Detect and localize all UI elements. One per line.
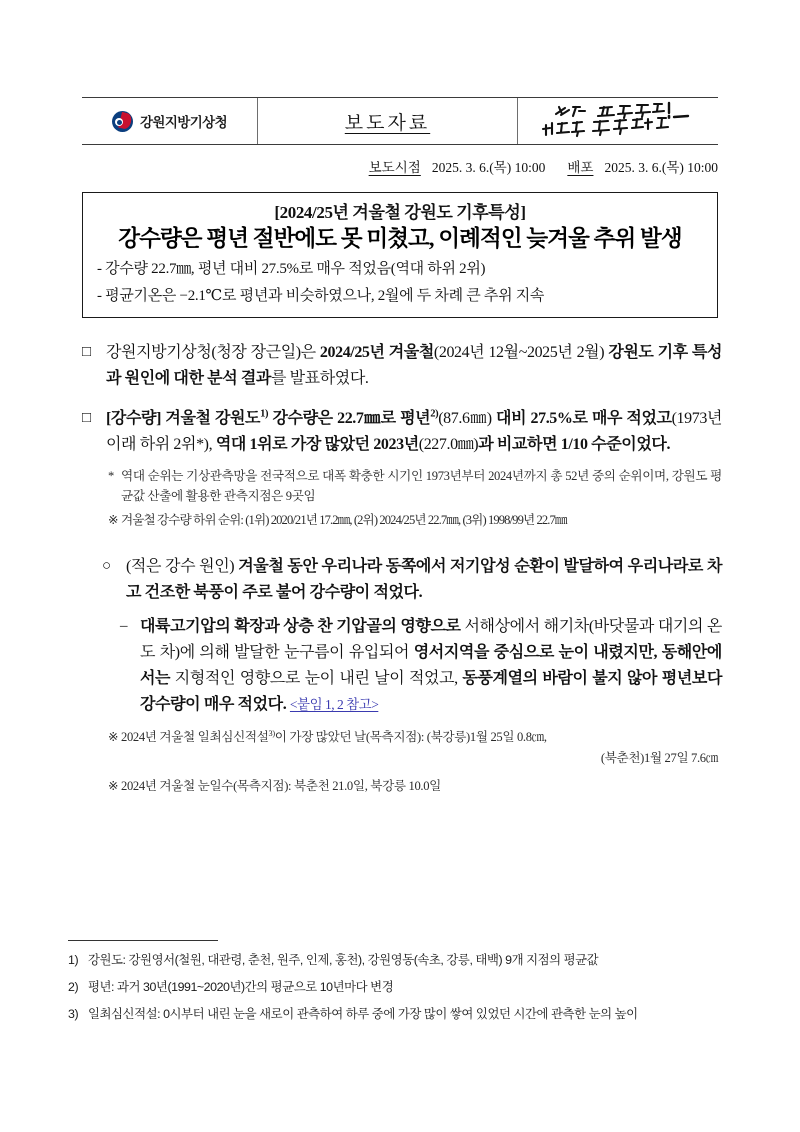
headline-bullet-temperature: - 평균기온은 −2.1℃로 평년과 비슷하였으나, 2월에 두 차례 큰 추위 지속	[97, 287, 545, 304]
footnote-text: 일최심신적설: 0시부터 내린 눈을 새로이 관측하여 하루 중에 가장 많이 쌓여 있었던 시간에 관측한 눈의 높이	[88, 1007, 638, 1022]
masthead	[82, 97, 718, 145]
p3-seg2: 겨울철 동안 우리나라 동쪽에서 저기압성 순환이 발달하여 우리나라로 차고 건조한 북풍이 주로 불어 강수량이 적었다.	[126, 558, 722, 601]
attachment-reference-link[interactable]: <붙임 1, 2 참고>	[289, 696, 379, 712]
footnote-divider	[68, 940, 218, 941]
note-lowest-ranks-text: 겨울철 강수량 하위 순위: (1위) 2020/21년 17.2㎜, (2위) 2024/25년 22.7㎜, (3위) 1998/99년 22.7㎜	[121, 512, 567, 527]
footnote-text: 강원도: 강원영서(철원, 대관령, 춘천, 원주, 인제, 홍천), 강원영동(속초, 강릉, 태백) 9개 지점의 평균값	[88, 953, 599, 967]
p1-seg4: 강원도 기후 특성과 원인에 대한 분석 결과	[106, 344, 722, 387]
paragraph-cause	[102, 554, 722, 606]
headline-main: 강수량은 평년 절반에도 못 미쳤고, 이례적인 늦겨울 추위 발생	[118, 226, 682, 252]
p2-seg8: 과 비교하면 1/10 수준이었다.	[478, 435, 671, 453]
note-max-snow-depth-line2: (북춘천)1월 27일 7.6㎝	[600, 750, 718, 765]
dash-bullet-icon: –	[120, 617, 128, 634]
p2-seg1: [강수량] 겨울철 강원도	[106, 409, 261, 427]
footnote-item	[68, 977, 736, 997]
p2-seg7: (227.0㎜)	[418, 435, 479, 453]
headline-bullet-precipitation: - 강수량 22.7㎜, 평년 대비 27.5%로 매우 적었음(역대 하위 2위)	[97, 260, 486, 277]
p4-seg3: 영서지역을 중심으로 눈이 내렸지만, 동해안에서는	[140, 643, 722, 687]
distribute-label: 배포	[567, 160, 594, 175]
footnote-text: 평년: 과거 30년(1991~2020년)간의 평균으로 10년마다 변경	[88, 980, 394, 995]
p4-seg1: 대륙고기압의 확장과 상층 찬 기압골의 영향으로	[140, 617, 465, 635]
paragraph-cause-text	[126, 554, 722, 606]
note-snow-days-text: 2024년 겨울철 눈일수(목측지점): 북춘천 21.0일, 북강릉 10.0일	[121, 778, 441, 793]
paragraph-snow-detail	[120, 614, 722, 718]
footnote-ref-3: 3)	[268, 729, 275, 739]
note-lowest-ranks	[108, 510, 722, 530]
release-time-value: 2025. 3. 6.(목) 10:00	[431, 160, 546, 175]
p2-seg4: 대비 27.5%로 매우 적었고	[496, 409, 672, 427]
p2-seg6: 역대 1위로 가장 많았던 2023년	[215, 435, 419, 453]
masthead-doctype-cell	[258, 98, 518, 144]
paragraph-precipitation-text	[106, 406, 722, 458]
reference-mark-icon: ※	[108, 730, 119, 745]
paragraph-announcement-text	[106, 340, 722, 392]
footnote-item	[68, 950, 736, 970]
note-historical-rank-text: 역대 순위는 기상관측망을 전국적으로 대폭 확충한 시기인 1973년부터 2024년까지 총 52년 중의 순위이며, 강원도 평균값 산출에 활용한 관측지점은 9곳임	[121, 468, 722, 503]
p4-seg5: 동풍계열의 바람이 불지 않아 평년보다 강수량이 매우 적었다.	[140, 669, 723, 713]
p2-seg5: (1973년 이래 하위 2위*),	[106, 409, 722, 453]
reference-mark-icon: ※	[108, 778, 119, 793]
release-time-label: 보도시점	[368, 160, 421, 175]
p3-seg1: (적은 강수 원인)	[126, 558, 239, 576]
square-bullet-icon: □	[82, 409, 91, 426]
circle-bullet-icon: ○	[102, 558, 111, 575]
note-max-snow-depth	[108, 727, 722, 767]
dateline	[82, 156, 718, 176]
masthead-agency-cell	[82, 98, 258, 144]
paragraph-precipitation	[82, 406, 722, 458]
asterisk-marker: *	[108, 468, 114, 483]
p4-seg4: 지형적인 영향으로 눈이 내린 날이 적었고,	[174, 669, 463, 687]
note3-seg2: 이 가장 많았던 날(목측지점): (북강릉)1월 25일 0.8㎝,	[274, 730, 547, 745]
paragraph-announcement	[82, 340, 722, 392]
footnote-number: 3)	[68, 1007, 79, 1022]
headline-kicker: [2024/25년 겨울철 강원도 기후특성]	[274, 203, 526, 222]
footnote-number: 2)	[68, 980, 79, 995]
p4-seg2: 서해상에서 해기차(바닷물과 대기의 온도 차)에 의해 발달한 눈구름이 유입되어	[140, 617, 722, 661]
p2-seg3: (87.6㎜)	[438, 409, 497, 427]
masthead-slogan-cell	[518, 98, 718, 144]
note-snow-days	[108, 776, 722, 796]
taegeuk-logo-icon	[112, 111, 133, 132]
government-slogan-calligraphy	[538, 101, 698, 141]
footnote-ref-2: 2)	[430, 408, 439, 420]
footnote-ref-1: 1)	[260, 408, 269, 420]
distribute-value: 2025. 3. 6.(목) 10:00	[604, 160, 718, 175]
body-content	[82, 340, 722, 796]
p1-seg1: 강원지방기상청(청장 장근일)은	[106, 344, 320, 361]
document-type-label: 보도자료	[344, 112, 431, 134]
note3-seg1: 2024년 겨울철 일최심신적설	[121, 730, 269, 745]
p1-seg3: (2024년 12월~2025년 2월)	[433, 344, 609, 361]
note-historical-rank	[108, 466, 722, 506]
headline-box	[82, 192, 718, 318]
square-bullet-icon: □	[82, 344, 91, 360]
p1-seg2: 2024/25년 겨울철	[319, 344, 434, 361]
note-max-snow-depth-text	[121, 727, 722, 747]
footnote-item	[68, 1004, 736, 1024]
paragraph-snow-detail-text	[140, 614, 722, 718]
footnote-number: 1)	[68, 953, 79, 967]
reference-mark-icon: ※	[108, 512, 118, 527]
p2-seg2: 강수량은 22.7㎜로 평년	[268, 409, 431, 427]
agency-name: 강원지방기상청	[139, 115, 228, 130]
p1-seg5: 를 발표하였다.	[270, 369, 369, 387]
footnotes-section	[68, 940, 736, 1031]
